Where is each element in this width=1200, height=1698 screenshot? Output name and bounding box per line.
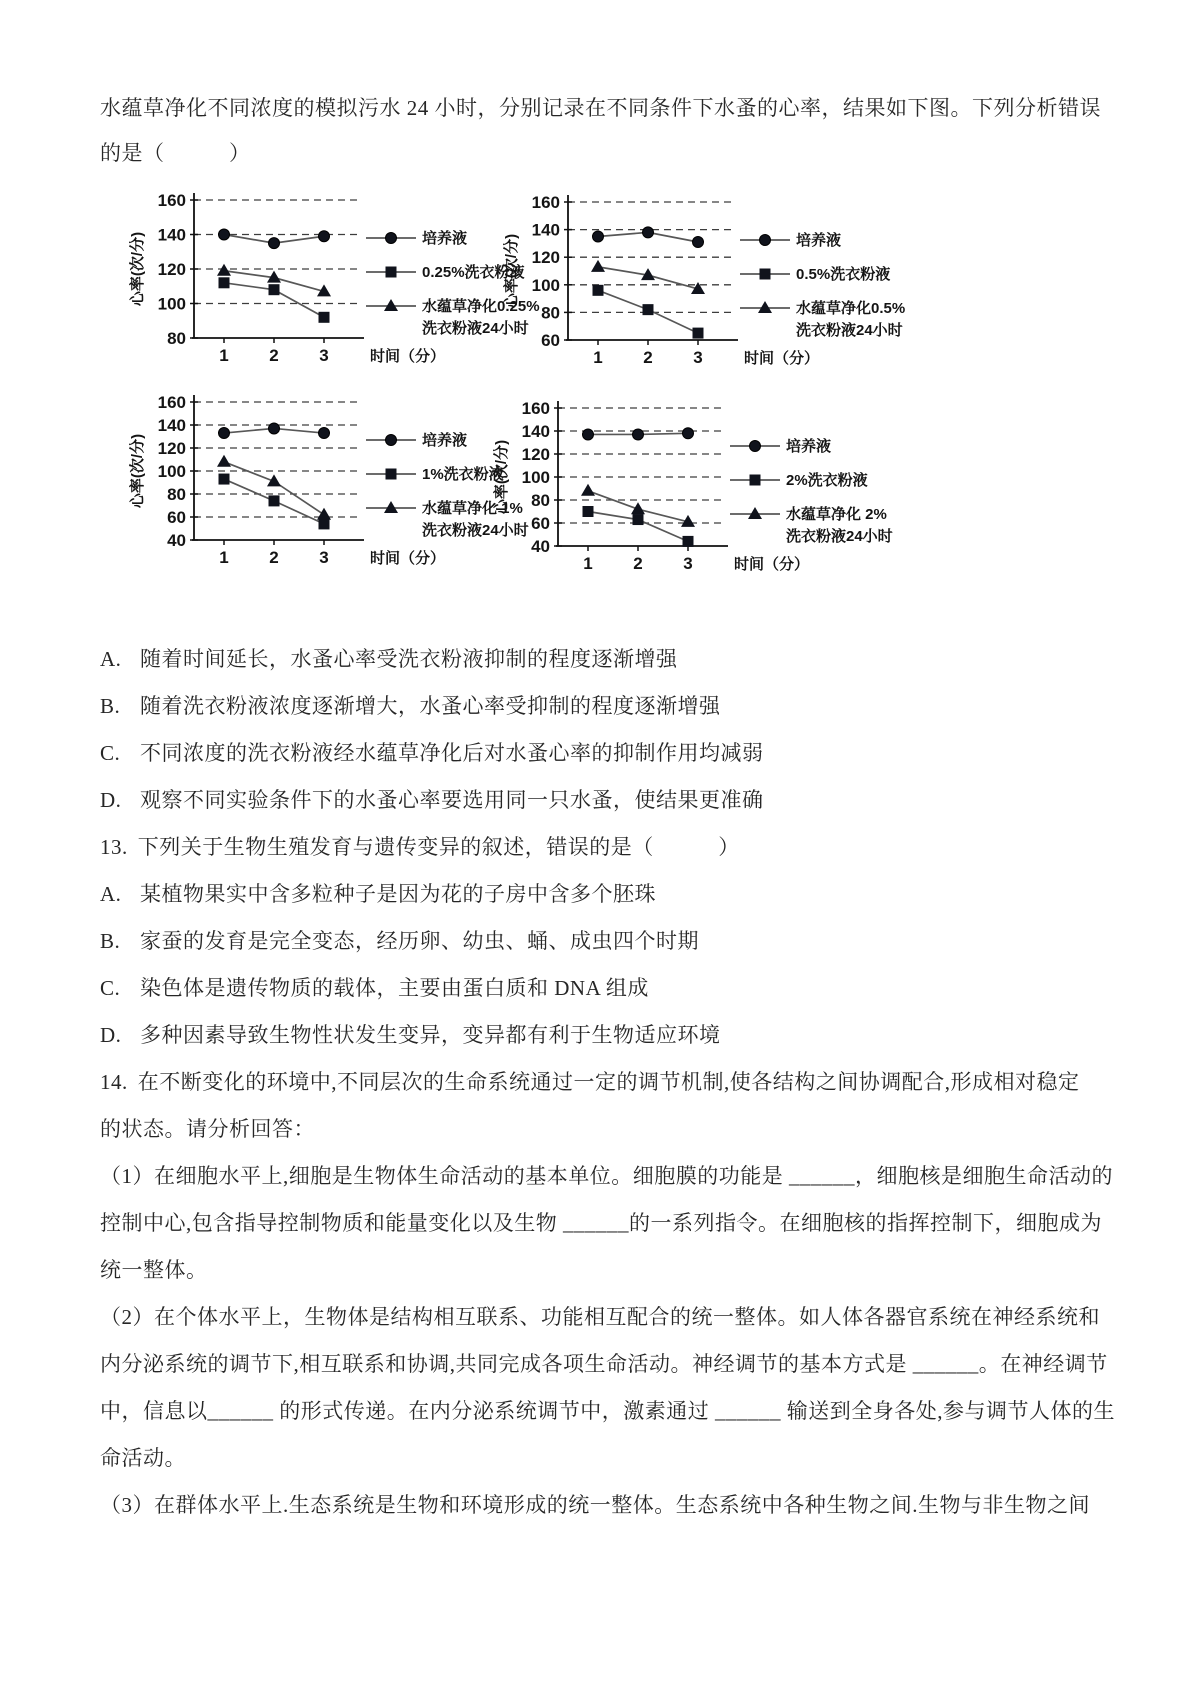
svg-text:40: 40 bbox=[531, 537, 550, 556]
svg-text:80: 80 bbox=[167, 485, 186, 504]
intro-line-1: 水蕴草净化不同浓度的模拟污水 24 小时，分别记录在不同条件下水蚤的心率，结果如下图。下列分析错误 bbox=[100, 96, 1101, 120]
charts-figure bbox=[100, 188, 1105, 592]
svg-text:3: 3 bbox=[683, 554, 693, 573]
option-text: 随着洗衣粉液浓度逐渐增大，水蚤心率受抑制的程度逐渐增强 bbox=[140, 694, 721, 718]
svg-text:120: 120 bbox=[157, 260, 186, 279]
svg-text:培养液: 培养液 bbox=[422, 230, 468, 247]
q14-stem-line-1 bbox=[100, 1059, 1105, 1106]
option-label: A. bbox=[100, 882, 122, 906]
q13-option-D bbox=[100, 1012, 1105, 1059]
svg-text:时间（分）: 时间（分） bbox=[370, 348, 446, 365]
svg-text:心率(次/分): 心率(次/分) bbox=[493, 439, 510, 515]
chart-detergent-0-5-percent bbox=[500, 190, 940, 393]
questions-text bbox=[100, 636, 1115, 1529]
option-text: 随着时间延长，水蚤心率受洗衣粉液抑制的程度逐渐增强 bbox=[140, 647, 678, 671]
q12-option-A bbox=[100, 636, 1105, 683]
svg-text:1%洗衣粉液: 1%洗衣粉液 bbox=[422, 466, 504, 483]
q14-sub1-line-1: （1）在细胞水平上,细胞是生物体生命活动的基本单位。细胞膜的功能是 ______，细胞核是细胞生命活动的 bbox=[100, 1164, 1113, 1188]
option-label: D. bbox=[100, 788, 122, 812]
svg-text:120: 120 bbox=[521, 445, 550, 464]
svg-text:40: 40 bbox=[167, 531, 186, 550]
svg-text:160: 160 bbox=[531, 193, 560, 212]
option-text: 观察不同实验条件下的水蚤心率要选用同一只水蚤，使结果更准确 bbox=[140, 788, 764, 812]
option-label: C. bbox=[100, 741, 121, 765]
svg-text:洗衣粉液24小时: 洗衣粉液24小时 bbox=[796, 322, 903, 339]
svg-text:洗衣粉液24小时: 洗衣粉液24小时 bbox=[786, 528, 893, 545]
svg-text:洗衣粉液24小时: 洗衣粉液24小时 bbox=[422, 320, 529, 337]
svg-text:160: 160 bbox=[521, 399, 550, 418]
svg-text:培养液: 培养液 bbox=[786, 438, 832, 455]
svg-text:1: 1 bbox=[583, 554, 593, 573]
q13-option-A bbox=[100, 871, 1105, 918]
svg-text:1: 1 bbox=[219, 346, 229, 365]
q12-option-B bbox=[100, 683, 1105, 730]
svg-text:培养液: 培养液 bbox=[422, 432, 468, 449]
option-text: 染色体是遗传物质的载体，主要由蛋白质和 DNA 组成 bbox=[140, 976, 649, 1000]
svg-text:心率(次/分): 心率(次/分) bbox=[503, 233, 520, 309]
q14-sub2-line-1: （2）在个体水平上，生物体是结构相互联系、功能相互配合的统一整体。如人体各器官系统在神经系统和 bbox=[100, 1305, 1100, 1329]
svg-text:时间（分）: 时间（分） bbox=[734, 556, 810, 573]
svg-text:心率(次/分): 心率(次/分) bbox=[129, 231, 146, 307]
svg-text:0.25%洗衣粉液: 0.25%洗衣粉液 bbox=[422, 264, 525, 281]
option-label: A. bbox=[100, 647, 122, 671]
option-label: C. bbox=[100, 976, 121, 1000]
svg-text:3: 3 bbox=[319, 548, 329, 567]
svg-text:0.5%洗衣粉液: 0.5%洗衣粉液 bbox=[796, 266, 891, 283]
option-text: 家蚕的发育是完全变态，经历卵、幼虫、蛹、成虫四个时期 bbox=[140, 929, 699, 953]
svg-text:80: 80 bbox=[167, 329, 186, 348]
q13-option-C bbox=[100, 965, 1105, 1012]
svg-text:160: 160 bbox=[157, 393, 186, 412]
svg-text:60: 60 bbox=[541, 331, 560, 350]
intro-line-2: 的是（ ） bbox=[100, 141, 251, 165]
svg-text:100: 100 bbox=[157, 294, 186, 314]
svg-text:水蕴草净化0.25%: 水蕴草净化0.25% bbox=[422, 298, 540, 315]
svg-text:140: 140 bbox=[531, 220, 560, 240]
q14-sub1-line-3: 统一整体。 bbox=[100, 1258, 208, 1282]
stem-text: 在不断变化的环境中,不同层次的生命系统通过一定的调节机制,使各结构之间协调配合,形成相对稳定 bbox=[137, 1070, 1080, 1094]
svg-text:140: 140 bbox=[157, 225, 186, 245]
q14-sub2-line-2: 内分泌系统的调节下,相互联系和协调,共同完成各项生命活动。神经调节的基本方式是 ______。在神经调节 bbox=[100, 1352, 1108, 1376]
stem-text: 下列关于生物生殖发育与遗传变异的叙述，错误的是（ ） bbox=[137, 835, 740, 859]
q14-sub3-line-1: （3）在群体水平上.生态系统是生物和环境形成的统一整体。生态系统中各种生物之间.生物与非生物之间 bbox=[100, 1493, 1090, 1517]
question-number: 14. bbox=[100, 1070, 128, 1094]
svg-text:100: 100 bbox=[531, 275, 560, 295]
svg-text:水蕴草净化0.5%: 水蕴草净化0.5% bbox=[796, 300, 906, 317]
q14-sub1-line-2: 控制中心,包含指导控制物质和能量变化以及生物 ______的一系列指令。在细胞核的指挥控制下，细胞成为 bbox=[100, 1211, 1102, 1235]
svg-text:心率(次/分): 心率(次/分) bbox=[129, 433, 146, 509]
question12-intro bbox=[100, 86, 1105, 176]
svg-text:140: 140 bbox=[157, 416, 186, 435]
option-text: 多种因素导致生物性状发生变异，变异都有利于生物适应环境 bbox=[140, 1023, 721, 1047]
q13-option-B bbox=[100, 918, 1105, 965]
svg-text:120: 120 bbox=[531, 248, 560, 268]
svg-text:160: 160 bbox=[157, 191, 186, 210]
svg-text:80: 80 bbox=[541, 303, 560, 323]
question-number: 13. bbox=[100, 835, 128, 859]
svg-text:60: 60 bbox=[531, 514, 550, 533]
svg-text:80: 80 bbox=[531, 491, 550, 510]
q12-option-C bbox=[100, 730, 1105, 777]
svg-text:100: 100 bbox=[157, 462, 186, 481]
option-text: 某植物果实中含多粒种子是因为花的子房中含多个胚珠 bbox=[140, 882, 656, 906]
svg-text:时间（分）: 时间（分） bbox=[744, 350, 820, 367]
svg-text:140: 140 bbox=[521, 422, 550, 441]
chart-detergent-2-percent bbox=[490, 396, 930, 599]
svg-text:3: 3 bbox=[693, 348, 703, 367]
svg-text:3: 3 bbox=[319, 346, 329, 365]
svg-text:2: 2 bbox=[643, 348, 653, 367]
svg-text:2: 2 bbox=[269, 346, 279, 365]
q13-stem bbox=[100, 824, 1105, 871]
svg-text:2: 2 bbox=[269, 548, 279, 567]
svg-text:1: 1 bbox=[219, 548, 229, 567]
svg-text:培养液: 培养液 bbox=[796, 232, 842, 249]
svg-text:水蕴草净化 1%: 水蕴草净化 1% bbox=[422, 500, 523, 517]
svg-text:水蕴草净化 2%: 水蕴草净化 2% bbox=[786, 506, 887, 523]
svg-text:2: 2 bbox=[633, 554, 643, 573]
option-label: D. bbox=[100, 1023, 122, 1047]
option-label: B. bbox=[100, 694, 121, 718]
option-text: 不同浓度的洗衣粉液经水蕴草净化后对水蚤心率的抑制作用均减弱 bbox=[140, 741, 764, 765]
q14-sub2-line-3: 中，信息以______ 的形式传递。在内分泌系统调节中，激素通过 ______ 输送到全身各处,参与调节人体的生 bbox=[100, 1399, 1115, 1423]
svg-text:洗衣粉液24小时: 洗衣粉液24小时 bbox=[422, 522, 529, 539]
svg-text:100: 100 bbox=[521, 468, 550, 487]
option-label: B. bbox=[100, 929, 121, 953]
q14-stem-line-2: 的状态。请分析回答： bbox=[100, 1117, 315, 1141]
q12-option-D bbox=[100, 777, 1105, 824]
svg-text:1: 1 bbox=[593, 348, 603, 367]
svg-text:2%洗衣粉液: 2%洗衣粉液 bbox=[786, 472, 868, 489]
svg-text:120: 120 bbox=[157, 439, 186, 458]
svg-text:60: 60 bbox=[167, 508, 186, 527]
q14-sub2-line-4: 命活动。 bbox=[100, 1446, 186, 1470]
svg-text:时间（分）: 时间（分） bbox=[370, 550, 446, 567]
